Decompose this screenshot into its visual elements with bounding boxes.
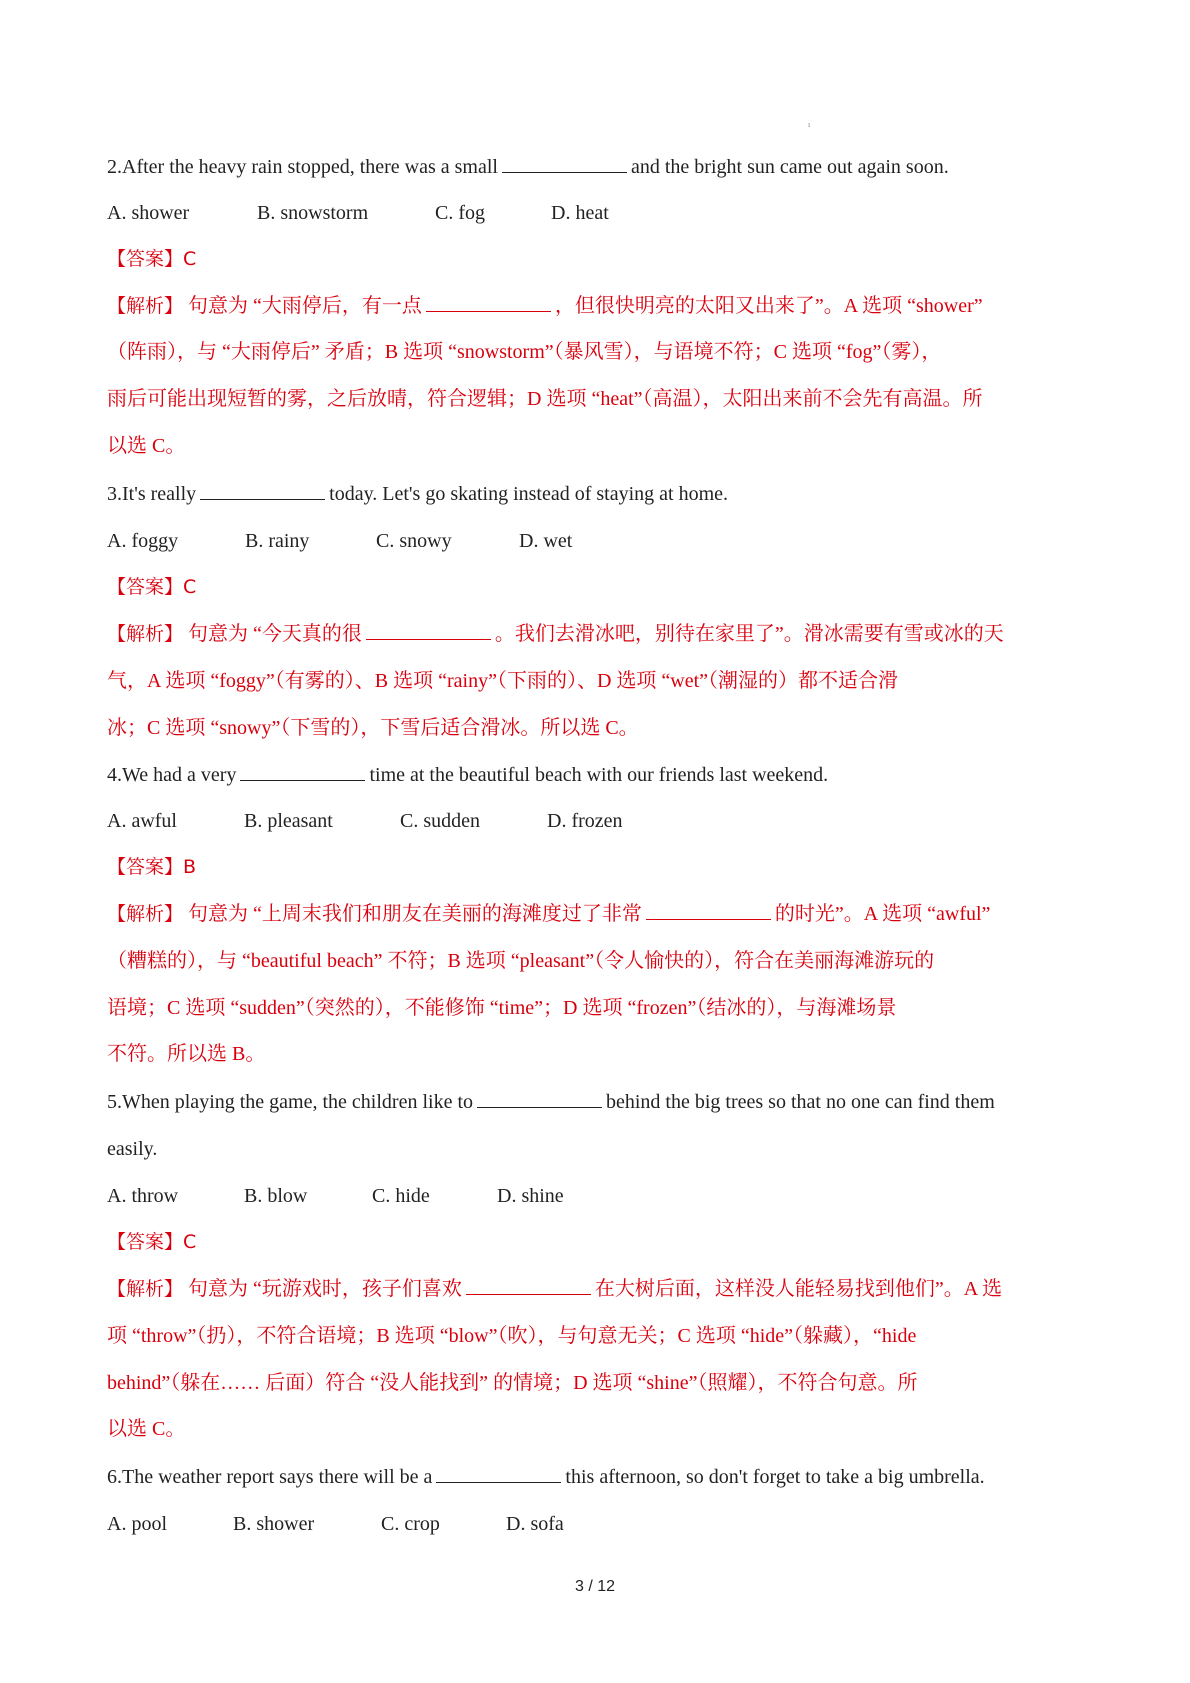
q5-option-c: C. hide [372,1185,430,1207]
q2-stem: 2.After the heavy rain stopped, there was a small and the bright sun came out again soon. [107,156,949,178]
q2-options [107,199,609,227]
q5-option-b: B. blow [244,1185,308,1207]
q5-blank [477,1089,602,1108]
q4-option-b: B. pleasant [244,810,333,832]
q3-answer: 【答案】C [107,576,197,598]
q2-analysis-line-4: 以选 C。 [107,435,186,457]
q4-analysis-line-1: 【解析】 句意为 “上周末我们和朋友在美丽的海滩度过了非常 的时光”。A 选项 “awful” [107,903,991,925]
q5-analysis-line-2: 项 “throw”（扔），不符合语境；B 选项 “blow”（吹），与句意无关；C 选项 “hide”（躲藏），“hide [107,1325,917,1347]
q6-blank [436,1464,561,1483]
q2-blank [502,154,627,173]
q4-options [107,807,623,835]
q4-analysis-blank [646,901,771,920]
q4-analysis-line-2: （糟糕的），与 “beautiful beach” 不符；B 选项 “pleasant”（令人愉快的），符合在美丽海滩游玩的 [107,950,935,972]
q6-option-d: D. sofa [506,1513,564,1535]
page-number: 3 / 12 [574,1578,616,1595]
q5-stem: 5.When playing the game, the children like to behind the big trees so that no one can find them [107,1091,995,1113]
q6-options [107,1510,564,1538]
q3-analysis-line-3: 冰；C 选项 “snowy”（下雪的），下雪后适合滑冰。所以选 C。 [107,717,639,739]
q3-option-d: D. wet [519,530,573,552]
q4-option-a: A. awful [107,810,177,832]
q5-analysis-line-3: behind”（躲在…… 后面）符合 “没人能找到” 的情境；D 选项 “shine”（照耀），不符合句意。所 [107,1372,918,1394]
q6-option-c: C. crop [381,1513,440,1535]
q3-option-c: C. snowy [376,530,452,552]
q2-analysis-line-2: （阵雨），与 “大雨停后” 矛盾；B 选项 “snowstorm”（暴风雪），与语境不符；C 选项 “fog”（雾）， [107,341,942,363]
q2-analysis-line-3: 雨后可能出现短暂的雾，之后放晴，符合逻辑；D 选项 “heat”（高温），太阳出来前不会先有高温。所 [107,388,983,410]
q4-analysis-line-3: 语境；C 选项 “sudden”（突然的），不能修饰 “time”；D 选项 “frozen”（结冰的），与海滩场景 [107,997,897,1019]
q3-option-b: B. rainy [245,530,310,552]
q5-analysis-blank [466,1276,591,1295]
q6-stem: 6.The weather report says there will be a this afternoon, so don't forget to take a big umbrella. [107,1466,985,1488]
q5-options [107,1182,564,1210]
q5-analysis-line-4: 以选 C。 [107,1418,186,1440]
page-mark: ı [808,120,811,129]
q2-option-c: C. fog [435,202,485,224]
q2-option-d: D. heat [551,202,609,224]
q4-blank [240,762,365,781]
q4-analysis-line-4: 不符。所以选 B。 [107,1043,266,1065]
q5-stem-continued: easily. [107,1138,158,1160]
q3-option-a: A. foggy [107,530,179,552]
q4-answer: 【答案】B [107,856,197,878]
q2-analysis-blank [426,293,551,312]
q4-option-c: C. sudden [400,810,480,832]
q4-option-d: D. frozen [547,810,623,832]
q5-analysis-line-1: 【解析】 句意为 “玩游戏时，孩子们喜欢 在大树后面，这样没人能轻易找到他们”。A 选 [107,1278,1003,1300]
q2-answer: 【答案】C [107,248,197,270]
q6-option-a: A. pool [107,1513,167,1535]
q2-option-a: A. shower [107,202,190,224]
q5-answer: 【答案】C [107,1231,197,1253]
q3-blank [200,481,325,500]
q3-analysis-line-1: 【解析】 句意为 “今天真的很 。我们去滑冰吧，别待在家里了”。滑冰需要有雪或冰的天 [107,623,1004,645]
q6-option-b: B. shower [233,1513,315,1535]
q2-analysis-line-1: 【解析】 句意为 “大雨停后，有一点 ，但很快明亮的太阳又出来了”。A 选项 “shower” [107,295,983,317]
q4-stem: 4.We had a very time at the beautiful beach with our friends last weekend. [107,764,829,786]
q3-analysis-blank [366,621,491,640]
q5-option-a: A. throw [107,1185,179,1207]
q3-stem: 3.It's really today. Let's go skating instead of staying at home. [107,483,729,505]
q5-option-d: D. shine [497,1185,564,1207]
q3-analysis-line-2: 气，A 选项 “foggy”（有雾的）、B 选项 “rainy”（下雨的）、D 选项 “wet”（潮湿的）都不适合滑 [107,670,899,692]
q3-options [107,527,572,555]
q2-option-b: B. snowstorm [257,202,369,224]
